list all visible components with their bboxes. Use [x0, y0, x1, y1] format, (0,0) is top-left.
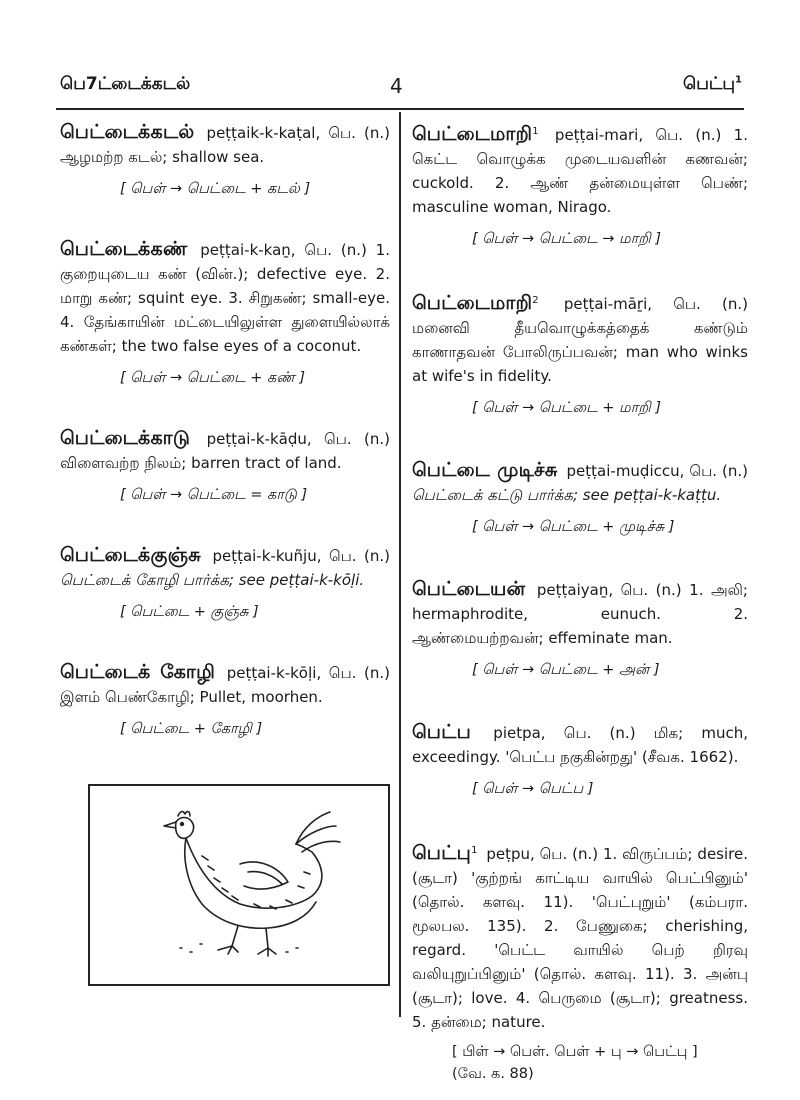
headword: பெட்டை முடிச்சு — [412, 459, 558, 481]
etymology: [ பெள் → பெட்டை + முடிச்சு ] — [472, 519, 675, 535]
definition: பெட்டைக் கட்டு பார்க்க; see — [412, 486, 614, 504]
definition: பெட்டைக் கோழி பார்க்க; see — [60, 571, 270, 589]
dictionary-entry — [412, 120, 748, 219]
transliteration: peṭṭai-k-kōḷi, பெ. (n.) — [226, 664, 390, 682]
definition: மனைவி தீயவொழுக்கத்தைக் கண்டும் காணாதவன் போலிருப்பவன்; man who winks at wife's in fidelity. — [412, 319, 748, 385]
definition: மிக; much, exceedingy. 'பெட்ப நகுகின்றது' (சீவக. 1662). — [412, 724, 748, 766]
transliteration: peṭṭaiyaṉ, பெ. (n.) — [536, 581, 682, 599]
dictionary-entry — [412, 458, 748, 507]
transliteration: peṭṭaik-k-kaṭal, பெ. (n.) — [206, 124, 390, 142]
transliteration: pietpa, பெ. (n.) — [493, 724, 636, 742]
headword: பெட்ப — [412, 721, 472, 743]
column-divider — [399, 112, 401, 1017]
dictionary-entry — [60, 120, 390, 169]
homonym-number: 1 — [471, 845, 478, 856]
transliteration: peṭpu, பெ. (n.) — [486, 845, 599, 863]
etymology: [ பெள் → பெட்டை + அன் ] — [472, 662, 660, 678]
headword: பெட்டைக்கடல் — [60, 121, 195, 143]
hen-illustration-icon — [90, 786, 388, 984]
etymology: [ பிள் → பெள். பெள் + பு → பெட்பு ] — [452, 1044, 698, 1060]
definition: இளம் பெண்கோழி; Pullet, moorhen. — [60, 688, 323, 706]
headword: பெட்டைக்கண் — [60, 238, 188, 260]
etymology-source: (வே. க. 88) — [452, 1066, 534, 1082]
headword: பெட்டைமாறி — [412, 123, 533, 145]
dictionary-entry — [412, 289, 748, 388]
definition: 1. அலி; hermaphrodite, eunuch. 2. ஆண்மையற்றவன்; effeminate man. — [412, 581, 748, 647]
right-column — [412, 120, 748, 1084]
dictionary-entry — [412, 720, 748, 769]
dictionary-entry — [412, 839, 748, 1034]
definition: விளைவற்ற நிலம்; barren tract of land. — [60, 454, 342, 472]
headword: பெட்டைமாறி — [412, 292, 533, 314]
dictionary-entry — [60, 660, 390, 709]
transliteration: peṭṭai-k-kāḍu, பெ. (n.) — [206, 430, 390, 448]
running-head-first-word: பெ7ட்டைக்கடல் — [60, 74, 191, 94]
dictionary-entry — [412, 577, 748, 650]
definition: 1. குறையுடைய கண் (வின்.); defective eye. 2. மாறு கண்; squint eye. 3. சிறுகண்; small-eye. 4. தேங்காயின் மட்டையிலுள்ள துளையில்லாக் கண்கள்; the two false eyes of a coconut. — [60, 241, 390, 355]
homonym-number: 2 — [532, 295, 539, 306]
headword: பெட்டையன் — [412, 578, 526, 600]
etymology: [ பெள் → பெட்டை = காடு ] — [120, 487, 308, 503]
etymology: [ பெள் → பெட்டை + கண் ] — [120, 370, 306, 386]
etymology: [ பெள் → பெட்டை + கடல் ] — [120, 181, 311, 197]
transliteration: peṭṭai-mari, பெ. (n.) — [554, 126, 722, 144]
dictionary-entry — [60, 237, 390, 358]
page-number: 4 — [390, 74, 403, 98]
etymology: [ பெள் → பெட்ப ] — [472, 781, 594, 797]
transliteration: peṭṭai-k-kuñju, பெ. (n.) — [212, 547, 390, 565]
header-rule — [56, 108, 744, 110]
hen-illustration-frame — [88, 784, 390, 986]
cross-reference: peṭṭai-k-kōḷi. — [269, 571, 365, 589]
etymology: [ பெள் → பெட்டை + மாறி ] — [472, 400, 662, 416]
left-column — [60, 120, 390, 739]
etymology: [ பெட்டை + குஞ்சு ] — [120, 604, 259, 620]
cross-reference: peṭṭai-k-kaṭṭu. — [613, 486, 722, 504]
transliteration: peṭṭai-māṟi, பெ. (n.) — [563, 295, 748, 313]
transliteration: peṭṭai-muḍiccu, பெ. (n.) — [566, 462, 748, 480]
homonym-number: 1 — [532, 126, 539, 137]
dictionary-entry — [60, 543, 390, 592]
headword: பெட்டைக் கோழி — [60, 661, 216, 683]
dictionary-entry — [60, 426, 390, 475]
running-head-last-word: பெட்பு$^1$ — [682, 74, 742, 94]
definition: 1. கெட்ட வொழுக்க முடையவளின் கணவன்; cuckold. 2. ஆண் தன்மையுள்ள பெண்; masculine woman, Nirago. — [412, 126, 748, 216]
etymology: [ பெள் → பெட்டை → மாறி ] — [472, 231, 662, 247]
transliteration: peṭṭai-k-kaṉ, பெ. (n.) — [200, 241, 367, 259]
definition: ஆழமற்ற கடல்; shallow sea. — [60, 148, 265, 166]
headword: பெட்பு — [412, 842, 472, 864]
headword: பெட்டைக்குஞ்சு — [60, 544, 201, 566]
etymology: [ பெட்டை + கோழி ] — [120, 721, 263, 737]
headword: பெட்டைக்காடு — [60, 427, 191, 449]
definition: 1. விருப்பம்; desire. (சூடா) 'குற்றங் காட்டிய வாயில் பெட்பினும்' (தொல். களவு. 11). 'பெட்புறும்' (கம்பரா. மூலபல. 135). 2. பேணுகை; cherishing, regard. 'பெட்ட வாயில் பெற் றிரவு வலியுறுப்பினும்' (தொல். களவு. 11). 3. அன்பு (சூடா); love. 4. பெருமை (சூடா); greatness. 5. தன்மை; nature. — [412, 845, 748, 1031]
